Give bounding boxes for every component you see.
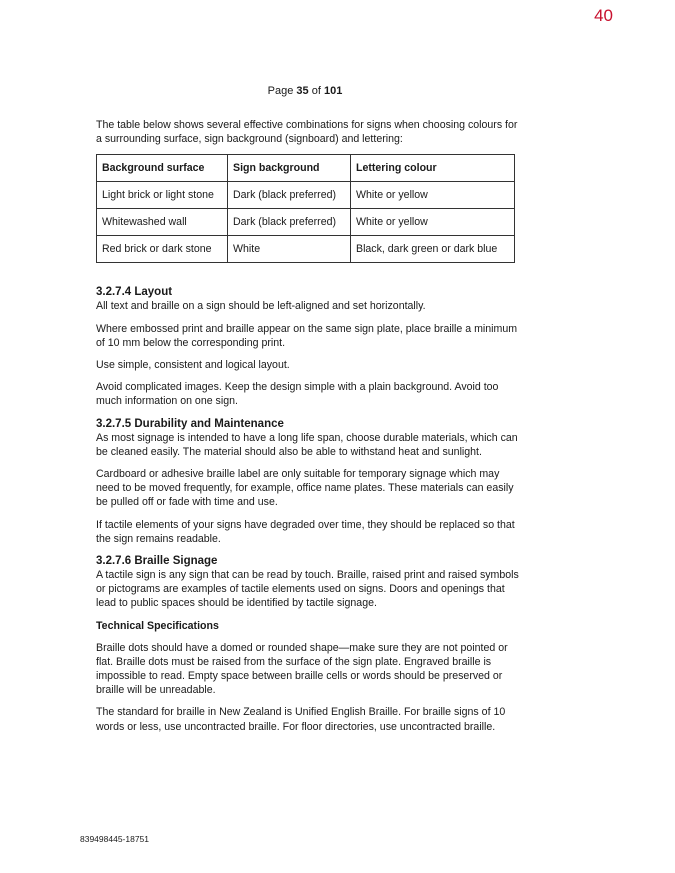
total-pages: 101 <box>323 85 343 97</box>
page-prefix: Page <box>267 85 297 97</box>
table-cell: Black, dark green or dark blue <box>351 236 515 263</box>
page-header <box>0 85 610 97</box>
durability-paragraph: If tactile elements of your signs have degraded over time, they should be replaced so that the sign remains readable. <box>96 518 515 545</box>
table-cell: Red brick or dark stone <box>97 236 228 263</box>
document-body <box>96 118 521 742</box>
table-cell: White or yellow <box>351 209 515 236</box>
current-page: 35 <box>296 85 309 97</box>
colour-combinations-table <box>96 154 515 263</box>
document-id-footer: 839498445-18751 <box>80 834 150 844</box>
technical-specifications-heading: Technical Specifications <box>96 619 219 632</box>
layout-paragraph: Avoid complicated images. Keep the design simple with a plain background. Avoid too much information on one sign. <box>96 381 499 408</box>
layout-paragraph: Where embossed print and braille appear on the same sign plate, place braille a minimum of 10 mm below the corresponding print. <box>96 322 518 349</box>
braille-heading: 3.2.7.6 Braille Signage <box>96 555 218 568</box>
table-cell: Whitewashed wall <box>97 209 228 236</box>
braille-paragraph: Braille dots should have a domed or rounded shape—make sure they are not pointed or flat. Braille dots must be raised from the surface of the sign plate. Engraved braille is impossible to read. Empty space between braille cells or words should be preserved or braille will be unreadable. <box>96 641 508 697</box>
table-cell: Light brick or light stone <box>97 182 228 209</box>
durability-paragraph: As most signage is intended to have a long life span, choose durable materials, which can be cleaned easily. The material should also be able to withstand heat and sunlight. <box>96 431 518 458</box>
durability-paragraph: Cardboard or adhesive braille label are only suitable for temporary signage which may need to be moved frequently, for example, office name plates. These materials can easily be pulled off or fade with time and use. <box>96 468 514 509</box>
header-background-surface: Background surface <box>97 155 228 182</box>
braille-intro-paragraph: A tactile sign is any sign that can be read by touch. Braille, raised print and raised symbols or pictograms are examples of tactile elements used on signs. Doors and openings that lead to public spaces should be identified by tactile signage. <box>96 569 519 610</box>
layout-heading: 3.2.7.4 Layout <box>96 286 173 299</box>
durability-heading: 3.2.7.5 Durability and Maintenance <box>96 417 284 430</box>
layout-paragraph: Use simple, consistent and logical layout. <box>96 359 290 372</box>
table-row <box>97 182 515 209</box>
layout-paragraph: All text and braille on a sign should be left-aligned and set horizontally. <box>96 300 426 313</box>
page-of: of <box>308 85 324 97</box>
table-cell: Dark (black preferred) <box>228 182 351 209</box>
braille-paragraph: The standard for braille in New Zealand is Unified English Braille. For braille signs of 10 words or less, use uncontracted braille. For floor directories, use uncontracted braille. <box>96 706 506 733</box>
intro-paragraph: The table below shows several effective combinations for signs when choosing colours for a surrounding surface, sign background (signboard) and lettering: <box>96 119 518 146</box>
table-row <box>97 209 515 236</box>
table-cell: White <box>228 236 351 263</box>
corner-page-number: 40 <box>594 6 613 25</box>
table-row <box>97 236 515 263</box>
table-cell: White or yellow <box>351 182 515 209</box>
table-cell: Dark (black preferred) <box>228 209 351 236</box>
header-sign-background: Sign background <box>228 155 351 182</box>
header-lettering-colour: Lettering colour <box>351 155 515 182</box>
table-header-row <box>97 155 515 182</box>
